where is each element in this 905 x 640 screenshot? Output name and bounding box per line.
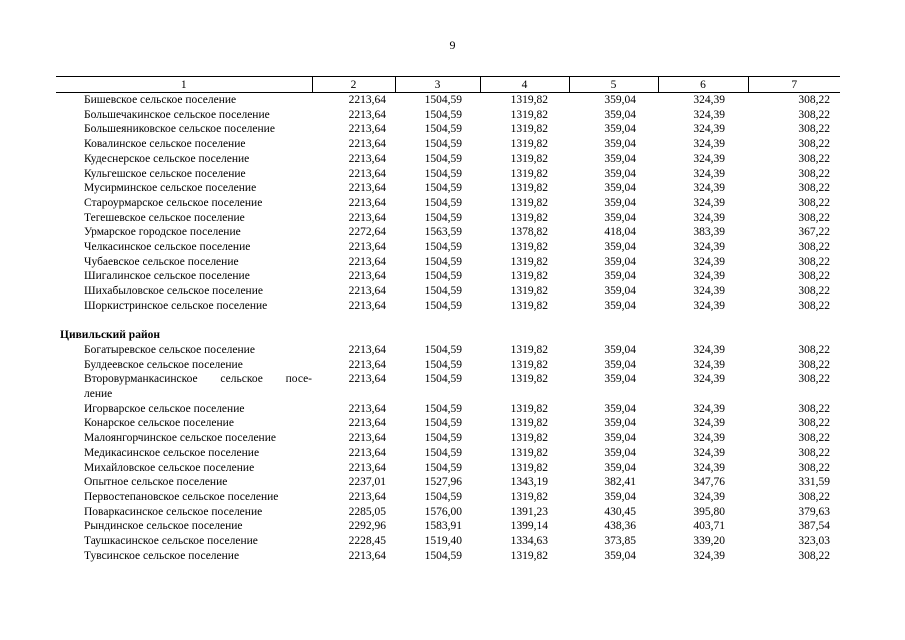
value-col-6: 324,39 xyxy=(693,446,725,459)
settlement-name: Тегешевское сельское поселение xyxy=(84,211,245,224)
value-col-2: 2213,64 xyxy=(348,94,386,106)
table-row xyxy=(56,358,840,373)
value-col-3: 1504,59 xyxy=(424,490,462,503)
value-col-3: 1504,59 xyxy=(424,152,462,165)
value-col-2: 2213,64 xyxy=(348,108,386,121)
value-col-5: 359,04 xyxy=(604,417,636,430)
value-col-6: 324,39 xyxy=(693,402,725,415)
value-col-4: 1319,82 xyxy=(510,255,548,268)
column-header-5: 5 xyxy=(569,77,658,93)
value-col-7: 367,22 xyxy=(798,226,830,239)
settlement-name: Мусирминское сельское поселение xyxy=(84,182,257,195)
value-col-6: 324,39 xyxy=(693,94,725,106)
column-header-3: 3 xyxy=(395,77,480,93)
value-col-2: 2213,64 xyxy=(348,285,386,298)
value-col-6: 324,39 xyxy=(693,138,725,151)
value-col-7: 308,22 xyxy=(798,241,830,254)
settlement-name: Староурмарское сельское поселение xyxy=(84,196,263,209)
value-col-7: 308,22 xyxy=(798,490,830,503)
value-col-7: 308,22 xyxy=(798,196,830,209)
table-row xyxy=(56,461,840,476)
value-col-2: 2213,64 xyxy=(348,549,386,562)
value-col-3: 1504,59 xyxy=(424,417,462,430)
value-col-4: 1399,14 xyxy=(510,520,548,533)
value-col-6: 324,39 xyxy=(693,241,725,254)
value-col-6: 324,39 xyxy=(693,152,725,165)
value-col-5: 359,04 xyxy=(604,241,636,254)
column-header-7: 7 xyxy=(748,77,840,93)
table-row xyxy=(56,255,840,270)
value-col-3: 1519,40 xyxy=(424,535,462,548)
value-col-4: 1319,82 xyxy=(510,343,548,356)
settlement-name: Ковалинское сельское поселение xyxy=(84,138,246,151)
value-col-5: 359,04 xyxy=(604,108,636,121)
value-col-5: 359,04 xyxy=(604,196,636,209)
value-col-5: 359,04 xyxy=(604,432,636,445)
value-col-4: 1319,82 xyxy=(510,373,548,386)
value-col-7: 308,22 xyxy=(798,461,830,474)
value-col-6: 324,39 xyxy=(693,255,725,268)
value-col-2: 2213,64 xyxy=(348,446,386,459)
table-row xyxy=(56,416,840,431)
value-col-2: 2213,64 xyxy=(348,152,386,165)
table-row xyxy=(56,181,840,196)
settlement-name: Челкасинское сельское поселение xyxy=(84,241,251,254)
table-row xyxy=(56,93,840,108)
settlement-name: Малоянгорчинское сельское поселение xyxy=(84,432,276,445)
settlement-name: Шоркистринское сельское поселение xyxy=(84,299,268,312)
value-col-2: 2213,64 xyxy=(348,241,386,254)
settlement-name: Опытное сельское поселение xyxy=(84,476,228,489)
value-col-3: 1504,59 xyxy=(424,549,462,562)
value-col-7: 308,22 xyxy=(798,402,830,415)
rates-table xyxy=(56,76,840,563)
table-row xyxy=(56,490,840,505)
settlement-name: Рындинское сельское поселение xyxy=(84,520,243,533)
value-col-6: 324,39 xyxy=(693,108,725,121)
value-col-3: 1504,59 xyxy=(424,94,462,106)
value-col-4: 1391,23 xyxy=(510,505,548,518)
value-col-3: 1504,59 xyxy=(424,255,462,268)
value-col-5: 438,36 xyxy=(604,520,636,533)
value-col-5: 359,04 xyxy=(604,211,636,224)
value-col-2: 2213,64 xyxy=(348,490,386,503)
value-col-7: 308,22 xyxy=(798,285,830,298)
table-row xyxy=(56,137,840,152)
value-col-7: 308,22 xyxy=(798,270,830,283)
settlement-name-line2: ление xyxy=(84,388,113,401)
value-col-6: 324,39 xyxy=(693,490,725,503)
value-col-5: 430,45 xyxy=(604,505,636,518)
settlement-name: Шихабыловское сельское поселение xyxy=(84,285,263,298)
value-col-5: 359,04 xyxy=(604,299,636,312)
value-col-3: 1576,00 xyxy=(424,505,462,518)
table-row xyxy=(56,152,840,167)
table-row xyxy=(56,122,840,137)
value-col-4: 1319,82 xyxy=(510,402,548,415)
value-col-7: 308,22 xyxy=(798,182,830,195)
value-col-3: 1504,59 xyxy=(424,299,462,312)
table-row xyxy=(56,446,840,461)
table-row xyxy=(56,240,840,255)
table-row xyxy=(56,534,840,549)
value-col-5: 359,04 xyxy=(604,167,636,180)
settlement-name: Чубаевское сельское поселение xyxy=(84,255,239,268)
table-row xyxy=(56,299,840,314)
settlement-name: Медикасинское сельское поселение xyxy=(84,446,260,459)
column-header-1: 1 xyxy=(56,77,312,93)
value-col-2: 2213,64 xyxy=(348,167,386,180)
value-col-4: 1319,82 xyxy=(510,123,548,136)
table-row xyxy=(56,167,840,182)
value-col-2: 2213,64 xyxy=(348,182,386,195)
value-col-5: 359,04 xyxy=(604,152,636,165)
value-col-3: 1504,59 xyxy=(424,432,462,445)
value-col-5: 359,04 xyxy=(604,549,636,562)
spacer-cell xyxy=(56,314,840,329)
value-col-5: 359,04 xyxy=(604,402,636,415)
table-row xyxy=(56,505,840,520)
value-col-5: 359,04 xyxy=(604,182,636,195)
value-col-3: 1504,59 xyxy=(424,270,462,283)
value-col-4: 1319,82 xyxy=(510,196,548,209)
column-header-2: 2 xyxy=(312,77,395,93)
table-row xyxy=(56,211,840,226)
value-col-7: 308,22 xyxy=(798,152,830,165)
value-col-2: 2292,96 xyxy=(348,520,386,533)
settlement-name: Михайловское сельское поселение xyxy=(84,461,255,474)
value-col-5: 359,04 xyxy=(604,373,636,386)
value-col-7: 308,22 xyxy=(798,138,830,151)
value-col-2: 2213,64 xyxy=(348,373,386,386)
value-col-3: 1504,59 xyxy=(424,241,462,254)
value-col-2: 2285,05 xyxy=(348,505,386,518)
value-col-5: 373,85 xyxy=(604,535,636,548)
value-col-4: 1319,82 xyxy=(510,108,548,121)
value-col-4: 1319,82 xyxy=(510,461,548,474)
value-col-2: 2228,45 xyxy=(348,535,386,548)
settlement-name xyxy=(56,372,312,401)
value-col-6: 324,39 xyxy=(693,167,725,180)
value-col-6: 324,39 xyxy=(693,285,725,298)
value-col-6: 324,39 xyxy=(693,373,725,386)
value-col-7: 331,59 xyxy=(798,476,830,489)
value-col-4: 1334,63 xyxy=(510,535,548,548)
value-col-4: 1319,82 xyxy=(510,94,548,106)
value-col-7: 387,54 xyxy=(798,520,830,533)
settlement-name: Таушкасинское сельское поселение xyxy=(84,535,258,548)
value-col-2: 2213,64 xyxy=(348,123,386,136)
value-col-5: 359,04 xyxy=(604,446,636,459)
value-col-7: 308,22 xyxy=(798,343,830,356)
value-col-2: 2213,64 xyxy=(348,461,386,474)
table-row xyxy=(56,284,840,299)
column-header-4: 4 xyxy=(480,77,569,93)
value-col-2: 2213,64 xyxy=(348,299,386,312)
value-col-6: 324,39 xyxy=(693,417,725,430)
settlement-name: Бишевское сельское поселение xyxy=(84,94,237,106)
value-col-5: 359,04 xyxy=(604,358,636,371)
table-row xyxy=(56,519,840,534)
value-col-3: 1504,59 xyxy=(424,373,462,386)
value-col-5: 359,04 xyxy=(604,343,636,356)
value-col-4: 1319,82 xyxy=(510,270,548,283)
value-col-3: 1527,96 xyxy=(424,476,462,489)
value-col-7: 308,22 xyxy=(798,255,830,268)
value-col-3: 1504,59 xyxy=(424,138,462,151)
settlement-name: Поваркасинское сельское поселение xyxy=(84,505,263,518)
value-col-7: 308,22 xyxy=(798,167,830,180)
value-col-5: 359,04 xyxy=(604,123,636,136)
value-col-6: 324,39 xyxy=(693,123,725,136)
table-row xyxy=(56,475,840,490)
value-col-3: 1583,91 xyxy=(424,520,462,533)
table-row xyxy=(56,549,840,564)
value-col-4: 1319,82 xyxy=(510,446,548,459)
value-col-6: 324,39 xyxy=(693,343,725,356)
value-col-4: 1319,82 xyxy=(510,182,548,195)
settlement-name: Большеяниковское сельское поселение xyxy=(84,123,275,136)
value-col-4: 1319,82 xyxy=(510,211,548,224)
value-col-7: 379,63 xyxy=(798,505,830,518)
table-row xyxy=(56,431,840,446)
value-col-6: 339,20 xyxy=(693,535,725,548)
value-col-7: 308,22 xyxy=(798,299,830,312)
value-col-5: 359,04 xyxy=(604,138,636,151)
value-col-3: 1504,59 xyxy=(424,196,462,209)
value-col-6: 324,39 xyxy=(693,270,725,283)
value-col-4: 1319,82 xyxy=(510,138,548,151)
value-col-2: 2213,64 xyxy=(348,417,386,430)
table-row xyxy=(56,196,840,211)
settlement-name: Тувсинское сельское поселение xyxy=(84,549,240,562)
settlement-name-line1: Второвурманкасинское сельское посе- xyxy=(84,373,312,386)
value-col-5: 418,04 xyxy=(604,226,636,239)
table-row xyxy=(56,108,840,123)
value-col-7: 308,22 xyxy=(798,358,830,371)
value-col-7: 308,22 xyxy=(798,417,830,430)
value-col-7: 308,22 xyxy=(798,373,830,386)
page-number: 9 xyxy=(449,38,456,52)
value-col-4: 1319,82 xyxy=(510,358,548,371)
value-col-2: 2213,64 xyxy=(348,270,386,283)
value-col-6: 324,39 xyxy=(693,461,725,474)
value-col-6: 347,76 xyxy=(693,476,725,489)
value-col-3: 1563,59 xyxy=(424,226,462,239)
value-col-7: 308,22 xyxy=(798,446,830,459)
value-col-2: 2213,64 xyxy=(348,358,386,371)
settlement-name: Большечакинское сельское поселение xyxy=(84,108,270,121)
column-header-6: 6 xyxy=(658,77,748,93)
value-col-3: 1504,59 xyxy=(424,358,462,371)
table-row xyxy=(56,343,840,358)
value-col-7: 308,22 xyxy=(798,211,830,224)
settlement-name: Богатыревское сельское поселение xyxy=(84,343,255,356)
settlement-name: Первостепановское сельское поселение xyxy=(84,490,279,503)
value-col-4: 1343,19 xyxy=(510,476,548,489)
value-col-4: 1378,82 xyxy=(510,226,548,239)
table-row xyxy=(56,225,840,240)
value-col-7: 308,22 xyxy=(798,123,830,136)
value-col-5: 359,04 xyxy=(604,285,636,298)
value-col-6: 395,80 xyxy=(693,505,725,518)
value-col-2: 2213,64 xyxy=(348,255,386,268)
value-col-2: 2213,64 xyxy=(348,196,386,209)
value-col-7: 308,22 xyxy=(798,432,830,445)
value-col-5: 359,04 xyxy=(604,490,636,503)
district-row xyxy=(56,328,840,343)
value-col-3: 1504,59 xyxy=(424,285,462,298)
value-col-2: 2213,64 xyxy=(348,402,386,415)
value-col-2: 2272,64 xyxy=(348,226,386,239)
settlement-name: Урмарское городское поселение xyxy=(84,226,241,239)
value-col-4: 1319,82 xyxy=(510,549,548,562)
value-col-4: 1319,82 xyxy=(510,241,548,254)
value-col-4: 1319,82 xyxy=(510,167,548,180)
value-col-2: 2213,64 xyxy=(348,138,386,151)
value-col-3: 1504,59 xyxy=(424,343,462,356)
table-row xyxy=(56,402,840,417)
settlement-name: Булдеевское сельское поселение xyxy=(84,358,243,371)
value-col-4: 1319,82 xyxy=(510,299,548,312)
settlement-name: Кульгешское сельское поселение xyxy=(84,167,246,180)
value-col-2: 2213,64 xyxy=(348,432,386,445)
value-col-6: 324,39 xyxy=(693,211,725,224)
value-col-6: 383,39 xyxy=(693,226,725,239)
value-col-6: 324,39 xyxy=(693,549,725,562)
value-col-3: 1504,59 xyxy=(424,211,462,224)
value-col-3: 1504,59 xyxy=(424,167,462,180)
value-col-5: 359,04 xyxy=(604,94,636,106)
value-col-6: 324,39 xyxy=(693,432,725,445)
value-col-3: 1504,59 xyxy=(424,402,462,415)
settlement-name: Шигалинское сельское поселение xyxy=(84,270,250,283)
value-col-7: 308,22 xyxy=(798,549,830,562)
value-col-3: 1504,59 xyxy=(424,182,462,195)
value-col-7: 308,22 xyxy=(798,94,830,106)
table-row xyxy=(56,269,840,284)
value-col-2: 2213,64 xyxy=(348,343,386,356)
value-col-6: 403,71 xyxy=(693,520,725,533)
value-col-5: 359,04 xyxy=(604,270,636,283)
spacer-row xyxy=(56,314,840,329)
value-col-6: 324,39 xyxy=(693,358,725,371)
value-col-3: 1504,59 xyxy=(424,108,462,121)
district-heading: Цивильский район xyxy=(60,329,160,342)
settlement-name: Кудеснерское сельское поселение xyxy=(84,152,250,165)
settlement-name: Игорварское сельское поселение xyxy=(84,402,245,415)
value-col-4: 1319,82 xyxy=(510,417,548,430)
value-col-7: 323,03 xyxy=(798,535,830,548)
value-col-2: 2237,01 xyxy=(348,476,386,489)
value-col-4: 1319,82 xyxy=(510,152,548,165)
value-col-4: 1319,82 xyxy=(510,490,548,503)
value-col-3: 1504,59 xyxy=(424,461,462,474)
value-col-3: 1504,59 xyxy=(424,446,462,459)
value-col-5: 359,04 xyxy=(604,461,636,474)
value-col-6: 324,39 xyxy=(693,299,725,312)
settlement-name: Конарское сельское поселение xyxy=(84,417,234,430)
table-body xyxy=(56,93,840,564)
value-col-4: 1319,82 xyxy=(510,285,548,298)
value-col-6: 324,39 xyxy=(693,182,725,195)
table-header xyxy=(56,77,840,93)
value-col-7: 308,22 xyxy=(798,108,830,121)
value-col-3: 1504,59 xyxy=(424,123,462,136)
value-col-5: 382,41 xyxy=(604,476,636,489)
table-row xyxy=(56,372,840,401)
value-col-4: 1319,82 xyxy=(510,432,548,445)
value-col-6: 324,39 xyxy=(693,196,725,209)
value-col-2: 2213,64 xyxy=(348,211,386,224)
value-col-5: 359,04 xyxy=(604,255,636,268)
